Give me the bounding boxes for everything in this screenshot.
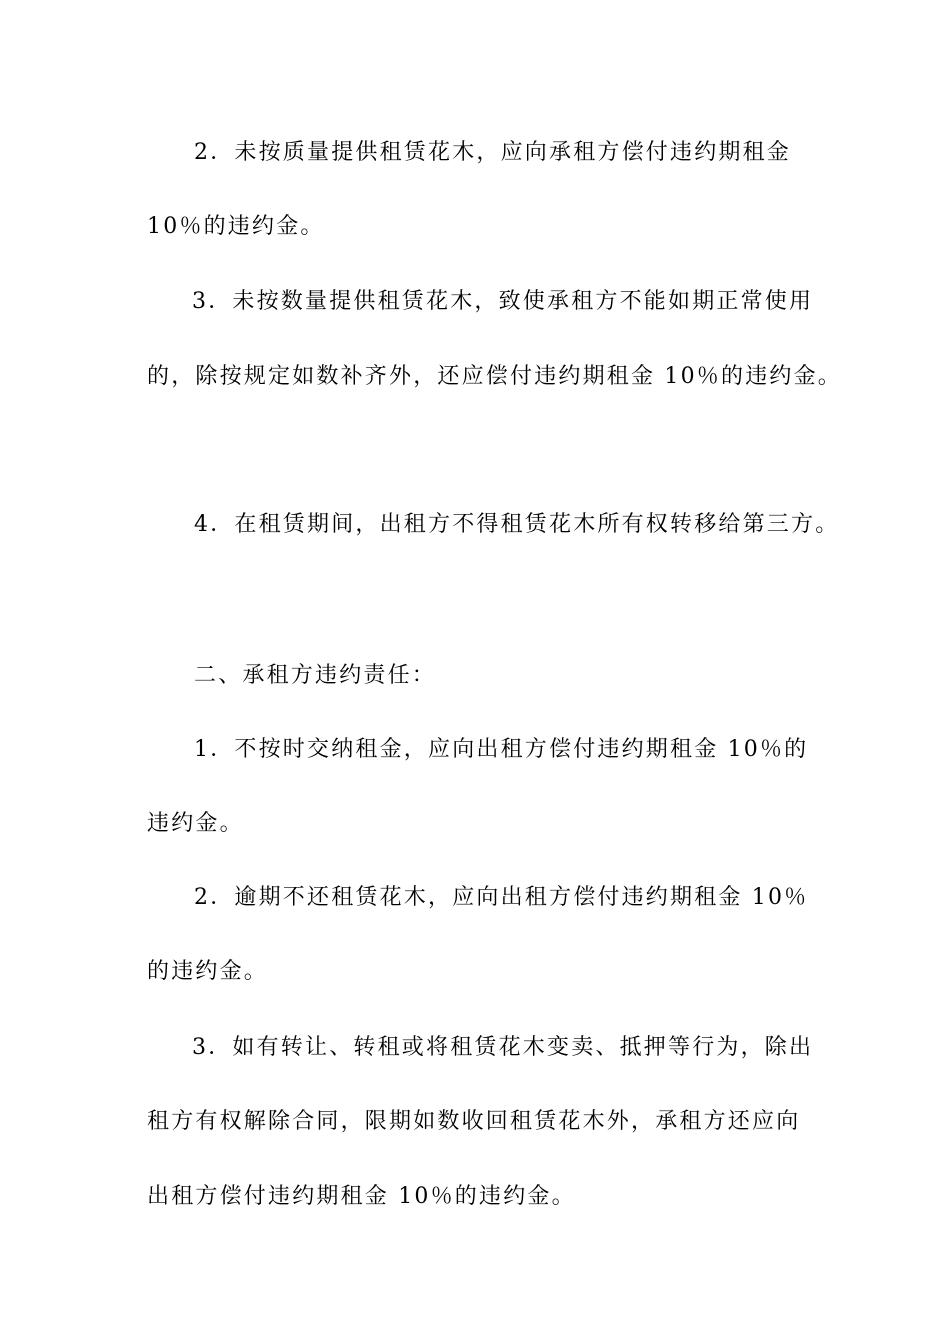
text-line: 2．未按质量提供租赁花木，应向承租方偿付违约期租金 <box>194 140 791 165</box>
text-line: 租方有权解除合同，限期如数收回租赁花木外，承租方还应向 <box>147 1109 801 1134</box>
text-line: 3．如有转让、转租或将租赁花木变卖、抵押等行为，除出 <box>192 1035 814 1060</box>
text-line: 3．未按数量提供租赁花木，致使承租方不能如期正常使用 <box>192 289 814 314</box>
text-line: 违约金。 <box>147 811 244 836</box>
text-line: 10％的违约金。 <box>147 214 325 239</box>
text-line: 出租方偿付违约期租金 10％的违约金。 <box>147 1184 576 1209</box>
section-heading: 二、承租方违约责任： <box>194 663 437 688</box>
text-line: 4．在租赁期间，出租方不得租赁花木所有权转移给第三方。 <box>194 512 840 537</box>
text-line: 1．不按时交纳租金，应向出租方偿付违约期租金 10％的 <box>194 737 809 762</box>
text-line: 的违约金。 <box>147 959 269 984</box>
text-line: 2．逾期不还租赁花木，应向出租方偿付违约期租金 10％ <box>194 885 809 910</box>
text-line: 的，除按规定如数补齐外，还应偿付违约期租金 10％的违约金。 <box>147 364 842 389</box>
